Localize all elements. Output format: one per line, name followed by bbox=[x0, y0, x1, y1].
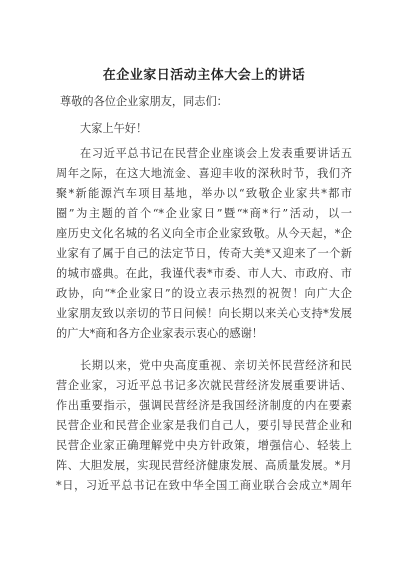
paragraph-1-line-6: 业家有了属于自己的法定节日，传奇大美*又迎来了一个新 bbox=[56, 247, 352, 260]
paragraph-1-line-2: 周年之际，在这大地流金、喜迎丰收的深秋时节，我们齐 bbox=[56, 167, 352, 180]
paragraph-2-line-1: 长期以来，党中央高度重视、亲切关怀民营经济和民 bbox=[80, 359, 352, 372]
paragraph-1-line-8: 政协，向“*企业家日”的设立表示热烈的祝贺！向广大企 bbox=[56, 287, 352, 300]
paragraph-2-line-7: *日，习近平总书记在致中华全国工商业联合会成立*周年 bbox=[56, 479, 352, 492]
paragraph-1-line-4: 圈”为主题的首个“*企业家日”暨“*商*行”活动，以一 bbox=[56, 207, 352, 220]
paragraph-1-line-10: 的广大*商和各方企业家表示衷心的感谢！ bbox=[56, 327, 263, 340]
paragraph-1-line-5: 座历史文化名城的名义向全市企业家致敬。从今天起，*企 bbox=[56, 227, 352, 240]
salutation: 尊敬的各位企业家朋友，同志们： bbox=[60, 95, 228, 108]
paragraph-1-line-3: 聚*新能源汽车项目基地，举办以“致敬企业家共*都市 bbox=[56, 187, 352, 200]
paragraph-2-line-2: 营企业家，习近平总书记多次就民营经济发展重要讲话、 bbox=[56, 379, 352, 392]
greeting: 大家上午好！ bbox=[80, 122, 148, 135]
paragraph-2-line-5: 民营企业家正确理解党中央方针政策，增强信心、轻装上 bbox=[56, 439, 352, 452]
paragraph-2-line-4: 民营企业和民营企业家是我们自己人，要引导民营企业和 bbox=[56, 419, 352, 432]
paragraph-1-line-1: 在习近平总书记在民营企业座谈会上发表重要讲话五 bbox=[80, 147, 352, 160]
paragraph-1-line-7: 的城市盛典。在此，我谨代表*市委、市人大、市政府、市 bbox=[56, 267, 352, 280]
paragraph-2-line-3: 作出重要指示，强调民营经济是我国经济制度的内在要素 bbox=[56, 399, 352, 412]
paragraph-2-line-6: 阵、大胆发展，实现民营经济健康发展、高质量发展。*月 bbox=[56, 459, 352, 472]
document-title: 在企业家日活动主体大会上的讲话 bbox=[102, 68, 306, 83]
paragraph-1-line-9: 业家朋友致以亲切的节日问候！向长期以来关心支持*发展 bbox=[56, 307, 352, 320]
